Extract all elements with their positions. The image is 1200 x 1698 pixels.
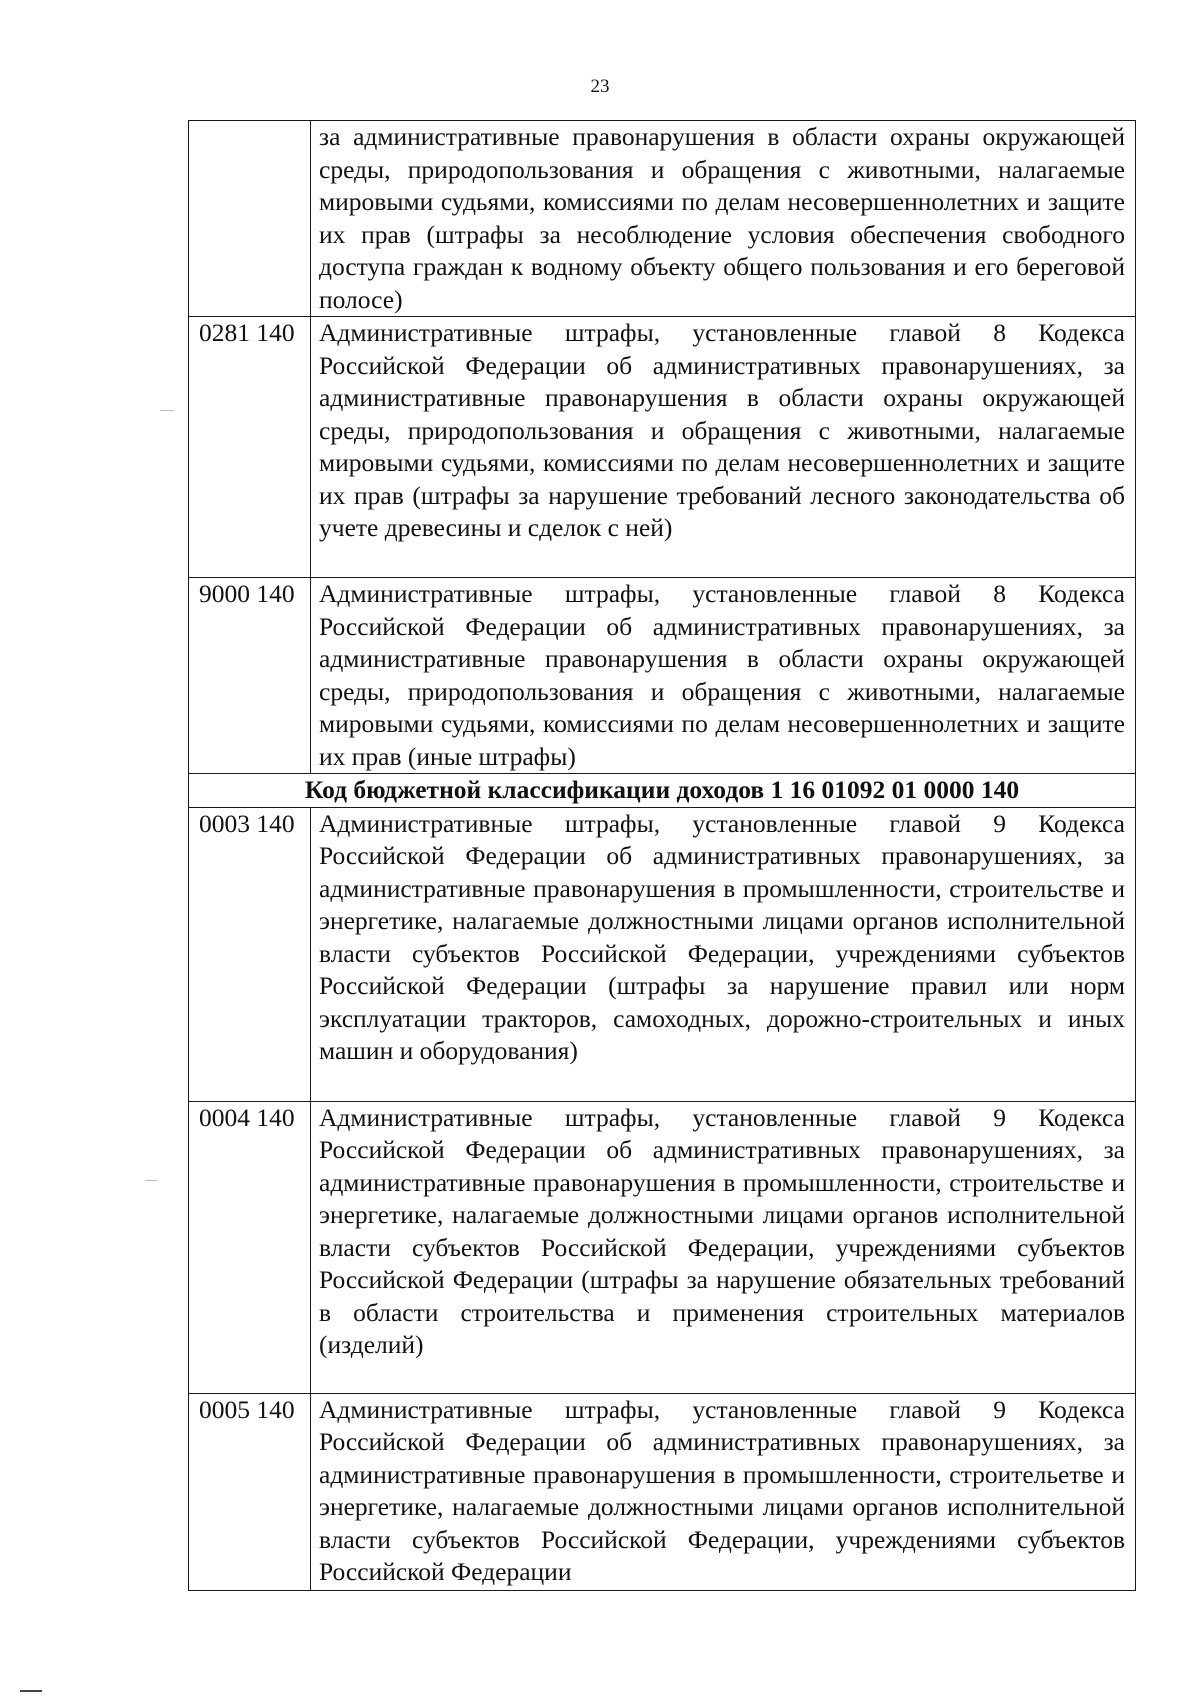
- table-row: [189, 317, 1136, 578]
- table-row: [189, 1101, 1136, 1393]
- kbk-header-row: [189, 774, 1136, 808]
- code-cell: 0281 140: [189, 317, 311, 578]
- budget-code-table: [188, 120, 1136, 1591]
- code-cell: 9000 140: [189, 578, 311, 774]
- code-cell: [189, 121, 311, 317]
- description-cell: за административные правонарушения в области охраны окружающей среды, природопользования и обращения с животными, налагаемые мировыми судьями, комиссиями по делам несовершеннолетних и защите их прав (штрафы за несоблюдение условия обеспечения свободного доступа граждан к водному объекту общего пользования и его береговой полосе): [311, 121, 1136, 317]
- table-row: [189, 578, 1136, 774]
- table-row: [189, 121, 1136, 317]
- margin-mark: [160, 410, 174, 411]
- code-cell: 0004 140: [189, 1101, 311, 1393]
- table-row: [189, 1393, 1136, 1590]
- margin-mark: [145, 1180, 157, 1181]
- description-cell: Административные штрафы, установленные главой 9 Кодекса Российской Федерации об административных правонарушениях, за административные правонарушения в промышленности, строительстве и энергетике, налагаемые должностными лицами органов исполнительной власти субъектов Российской Федерации, учреждениями субъектов Российской Федерации (штрафы за нарушение обязательных требований в области строительства и применения строительных материалов (изделий): [311, 1101, 1136, 1393]
- code-cell: 0003 140: [189, 807, 311, 1101]
- page-number: 23: [590, 76, 610, 97]
- description-cell: Административные штрафы, установленные главой 8 Кодекса Российской Федерации об административных правонарушениях, за административные правонарушения в области охраны окружающей среды, природопользования и обращения с животными, налагаемые мировыми судьями, комиссиями по делам несовершеннолетних и защите их прав (иные штрафы): [311, 578, 1136, 774]
- kbk-header: Код бюджетной классификации доходов 1 16 01092 01 0000 140: [189, 774, 1136, 808]
- table-row: [189, 807, 1136, 1101]
- scan-mark: [20, 1690, 42, 1692]
- description-cell: Административные штрафы, установленные главой 9 Кодекса Российской Федерации об административных правонарушениях, за административные правонарушения в промышленности, строительстве и энергетике, налагаемые должностными лицами органов исполнительной власти субъектов Российской Федерации, учреждениями субъектов Российской Федерации (штрафы за нарушение правил или норм эксплуатации тракторов, самоходных, дорожно-строительных и иных машин и оборудования): [311, 807, 1136, 1101]
- description-cell: Административные штрафы, установленные главой 8 Кодекса Российской Федерации об административных правонарушениях, за административные правонарушения в области охраны окружающей среды, природопользования и обращения с животными, налагаемые мировыми судьями, комиссиями по делам несовершеннолетних и защите их прав (штрафы за нарушение требований лесного законодательства об учете древесины и сделок с ней): [311, 317, 1136, 578]
- description-cell: Административные штрафы, установленные главой 9 Кодекса Российской Федерации об административных правонарушениях, за административные правонарушения в промышленности, строительетве и энергетике, налагаемые должностными лицами органов исполнительной власти субъектов Российской Федерации, учреждениями субъектов Российской Федерации: [311, 1393, 1136, 1590]
- code-cell: 0005 140: [189, 1393, 311, 1590]
